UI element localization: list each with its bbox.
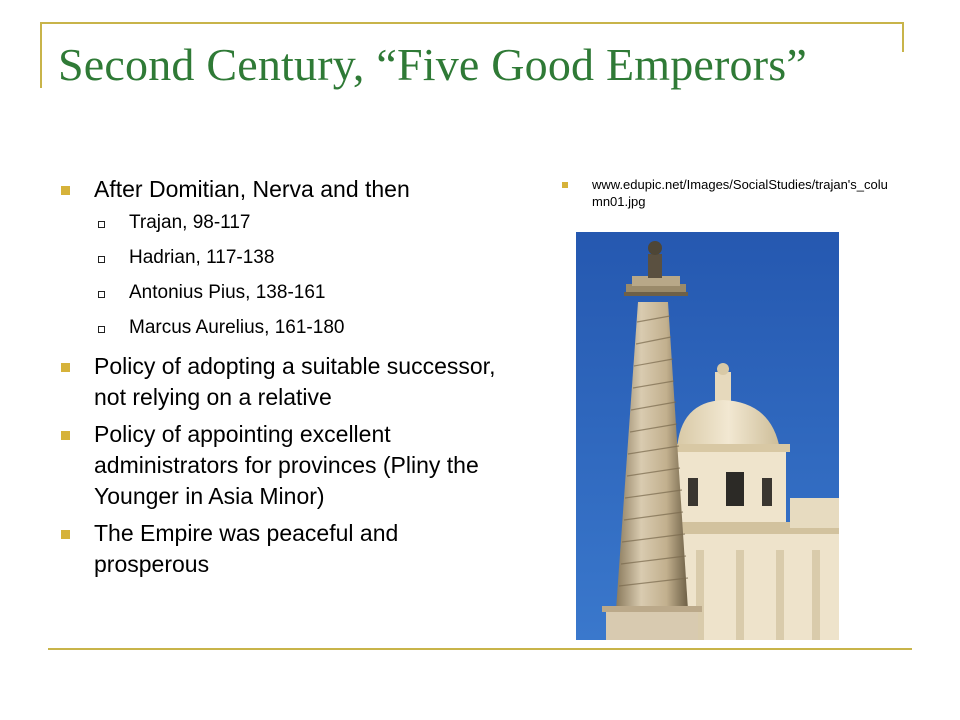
checkbox-square-icon	[98, 256, 105, 263]
sub-bullet-text: Hadrian, 117-138	[129, 247, 275, 268]
bullet-item	[58, 518, 503, 580]
trajans-column-photo	[576, 232, 839, 640]
bullet-square-icon	[61, 363, 70, 372]
sub-bullet-list	[58, 211, 503, 340]
frame-bottom-rule	[48, 648, 912, 650]
bullet-item	[58, 419, 503, 512]
bullet-text: The Empire was peaceful and prosperous	[94, 520, 399, 577]
bullet-square-icon	[61, 530, 70, 539]
bullet-list	[58, 174, 503, 586]
bullet-item	[58, 351, 503, 413]
slide-title: Second Century, “Five Good Emperors”	[58, 39, 807, 90]
sub-bullet-text: Marcus Aurelius, 161-180	[129, 317, 345, 338]
image-caption	[560, 176, 890, 210]
frame-left-rule	[40, 22, 42, 88]
bullet-text: Policy of appointing excellent administrators for provinces (Pliny the Younger in Asia Minor)	[94, 421, 479, 509]
image-caption-block	[560, 176, 890, 210]
frame-right-rule	[902, 22, 904, 52]
sub-bullet-item	[58, 211, 503, 235]
sub-bullet-item	[58, 281, 503, 305]
bullet-text: Policy of adopting a suitable successor, not relying on a relative	[94, 353, 496, 410]
image-caption-text: www.edupic.net/Images/SocialStudies/trajan's_column01.jpg	[592, 177, 888, 209]
sub-bullet-item	[58, 246, 503, 270]
frame-top-rule	[40, 22, 904, 24]
bullet-square-icon	[61, 431, 70, 440]
checkbox-square-icon	[98, 326, 105, 333]
bullet-item	[58, 174, 503, 205]
checkbox-square-icon	[98, 221, 105, 228]
checkbox-square-icon	[98, 291, 105, 298]
bullet-square-icon	[61, 186, 70, 195]
sub-bullet-text: Trajan, 98-117	[129, 212, 251, 233]
sub-bullet-text: Antonius Pius, 138-161	[129, 282, 326, 303]
bullet-square-icon	[562, 182, 568, 188]
sub-bullet-item	[58, 316, 503, 340]
bullet-text: After Domitian, Nerva and then	[94, 176, 410, 202]
